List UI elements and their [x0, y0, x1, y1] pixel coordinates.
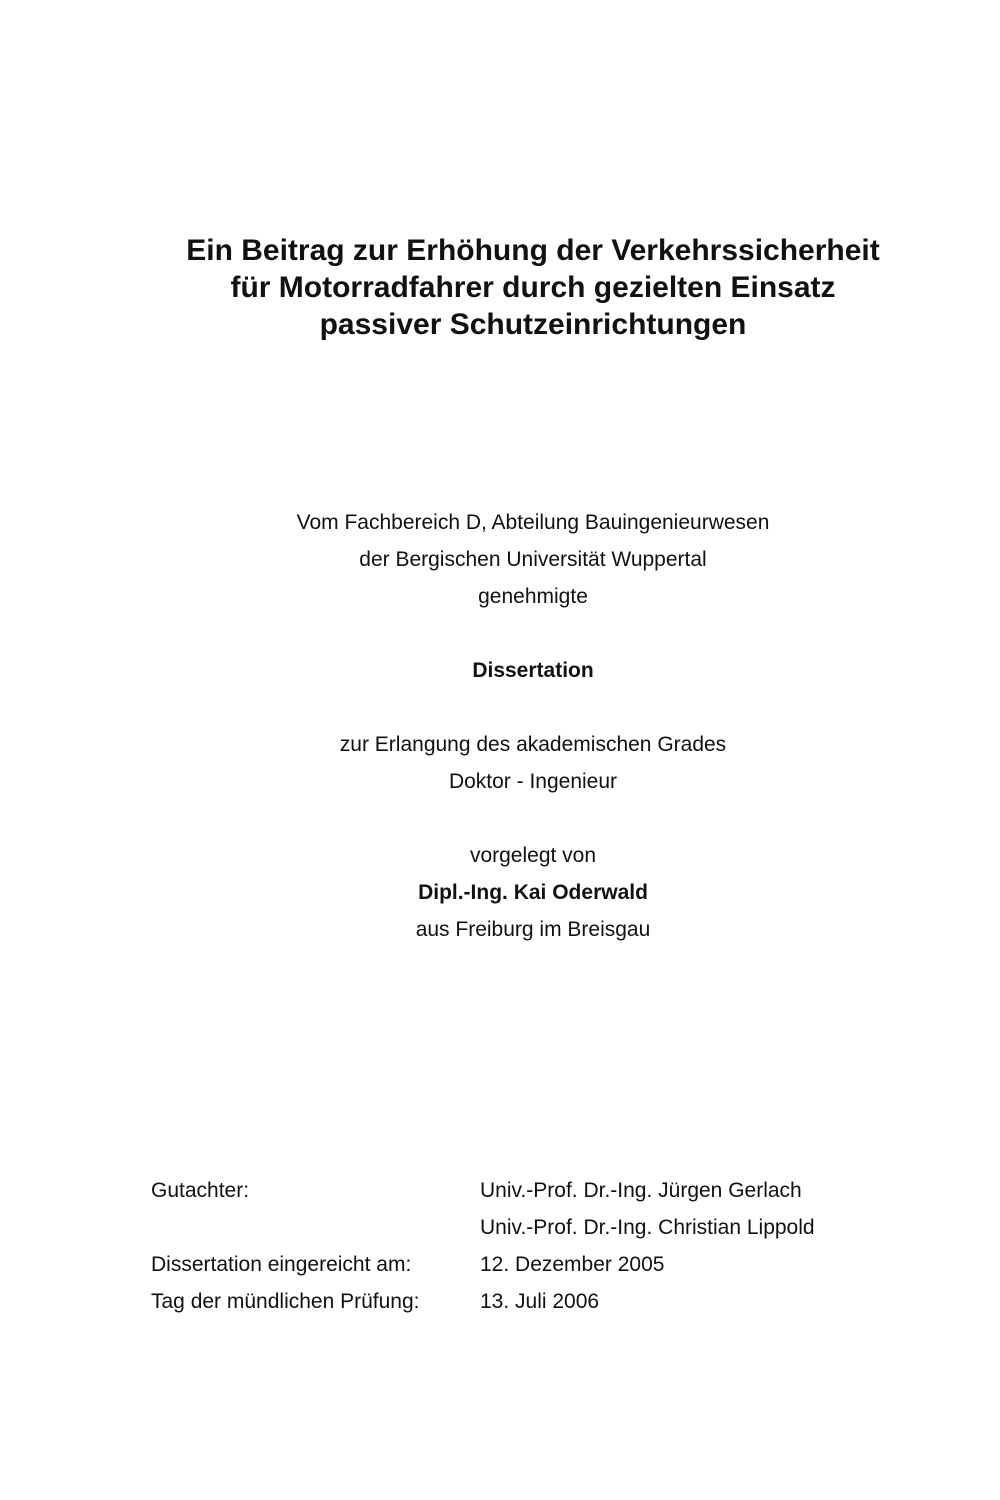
institution-line: Vom Fachbereich D, Abteilung Bauingenieurwesen	[296, 511, 770, 534]
details-value: Univ.-Prof. Dr.-Ing. Jürgen Gerlach	[480, 1178, 802, 1202]
title-line: für Motorradfahrer durch gezielten Einsatz	[230, 271, 836, 304]
author-origin: aus Freiburg im Breisgau	[415, 918, 651, 941]
details-value: 12. Dezember 2005	[480, 1252, 665, 1276]
document-type: Dissertation	[472, 659, 594, 682]
dissertation-details	[151, 1172, 911, 1320]
degree-line: Doktor - Ingenieur	[448, 770, 618, 793]
author-block	[180, 837, 886, 948]
author-intro: vorgelegt von	[469, 844, 597, 867]
details-value: Univ.-Prof. Dr.-Ing. Christian Lippold	[480, 1215, 815, 1239]
details-label: Gutachter:	[151, 1178, 250, 1202]
details-label: Tag der mündlichen Prüfung:	[151, 1289, 420, 1313]
details-label: Dissertation eingereicht am:	[151, 1252, 412, 1276]
title-line: Ein Beitrag zur Erhöhung der Verkehrssicherheit	[186, 234, 880, 267]
degree-line: zur Erlangung des akademischen Grades	[339, 733, 727, 756]
author-name: Dipl.-Ing. Kai Oderwald	[418, 881, 648, 904]
details-row	[151, 1283, 911, 1320]
institution-line: der Bergischen Universität Wuppertal	[359, 548, 707, 571]
details-row	[151, 1172, 911, 1209]
details-value: 13. Juli 2006	[480, 1289, 600, 1313]
details-row	[151, 1209, 911, 1246]
dissertation-title	[120, 232, 946, 343]
institution-block	[180, 504, 886, 615]
institution-line: genehmigte	[478, 585, 588, 608]
title-line: passiver Schutzeinrichtungen	[319, 308, 747, 341]
degree-block	[180, 726, 886, 800]
document-type-block	[180, 652, 886, 689]
details-row	[151, 1246, 911, 1283]
